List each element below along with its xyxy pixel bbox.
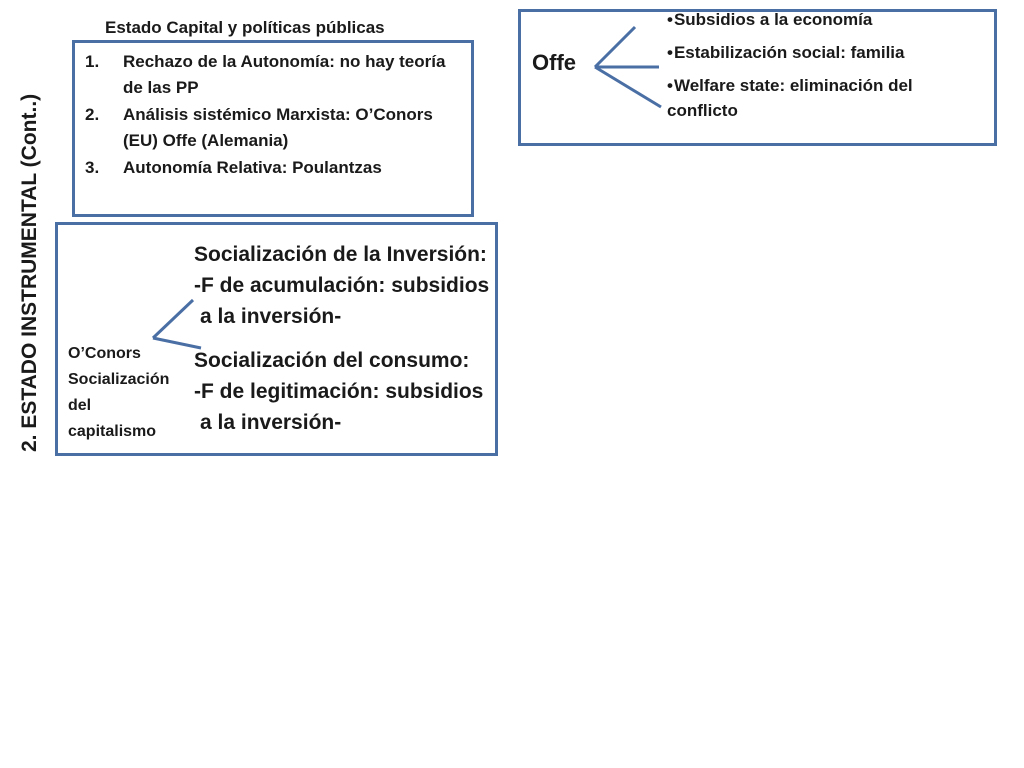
bullet-icon: • (667, 10, 673, 29)
oconors-box (55, 222, 498, 456)
oconors-label-line: del (68, 397, 92, 414)
autonomy-list-box (72, 40, 474, 217)
list-item (667, 73, 977, 123)
list-item-number: 2. (85, 105, 100, 124)
oconors-label-line: capitalismo (68, 423, 157, 440)
bullet-icon: • (667, 76, 673, 95)
offe-box (518, 9, 997, 146)
list-item-text: Subsidios a la economía (673, 10, 873, 29)
branch-line-bottom (595, 67, 661, 107)
autonomy-list (85, 49, 455, 182)
branch-line-top (595, 27, 635, 67)
side-title: 2. ESTADO INSTRUMENTAL (Cont..) (18, 93, 41, 452)
box1-title: Estado Capital y políticas públicas (105, 18, 385, 37)
offe-list (667, 7, 977, 131)
oconors-label-line: Socialización (68, 371, 170, 388)
list-item-number: 1. (85, 52, 100, 71)
inversion-line: -F de acumulación: subsidios (194, 274, 490, 297)
consumo-line: a la inversión- (200, 411, 342, 434)
list-item-text: Rechazo de la Autonomía: no hay teoría de las PP (123, 52, 446, 97)
offe-label: Offe (532, 50, 576, 75)
bullet-icon: • (667, 43, 673, 62)
list-item (85, 49, 455, 101)
inversion-heading: Socialización de la Inversión: (194, 243, 487, 266)
consumo-line: -F de legitimación: subsidios (194, 380, 484, 403)
oconors-label-line: O’Conors (68, 345, 141, 362)
list-item (667, 40, 977, 65)
list-item-text: Welfare state: eliminación del conflicto (667, 76, 913, 120)
list-item (85, 102, 455, 154)
inversion-block (194, 239, 504, 332)
list-item-text: Análisis sistémico Marxista: O’Conors (EU) Offe (Alemania) (123, 105, 433, 150)
list-item-text: Autonomía Relativa: Poulantzas (123, 158, 382, 177)
list-item (85, 155, 455, 181)
branch-line-upper (153, 300, 193, 338)
consumo-block (194, 345, 504, 438)
list-item (667, 7, 977, 32)
consumo-heading: Socialización del consumo: (194, 349, 470, 372)
list-item-number: 3. (85, 158, 100, 177)
inversion-line: a la inversión- (200, 305, 342, 328)
list-item-text: Estabilización social: familia (673, 43, 905, 62)
